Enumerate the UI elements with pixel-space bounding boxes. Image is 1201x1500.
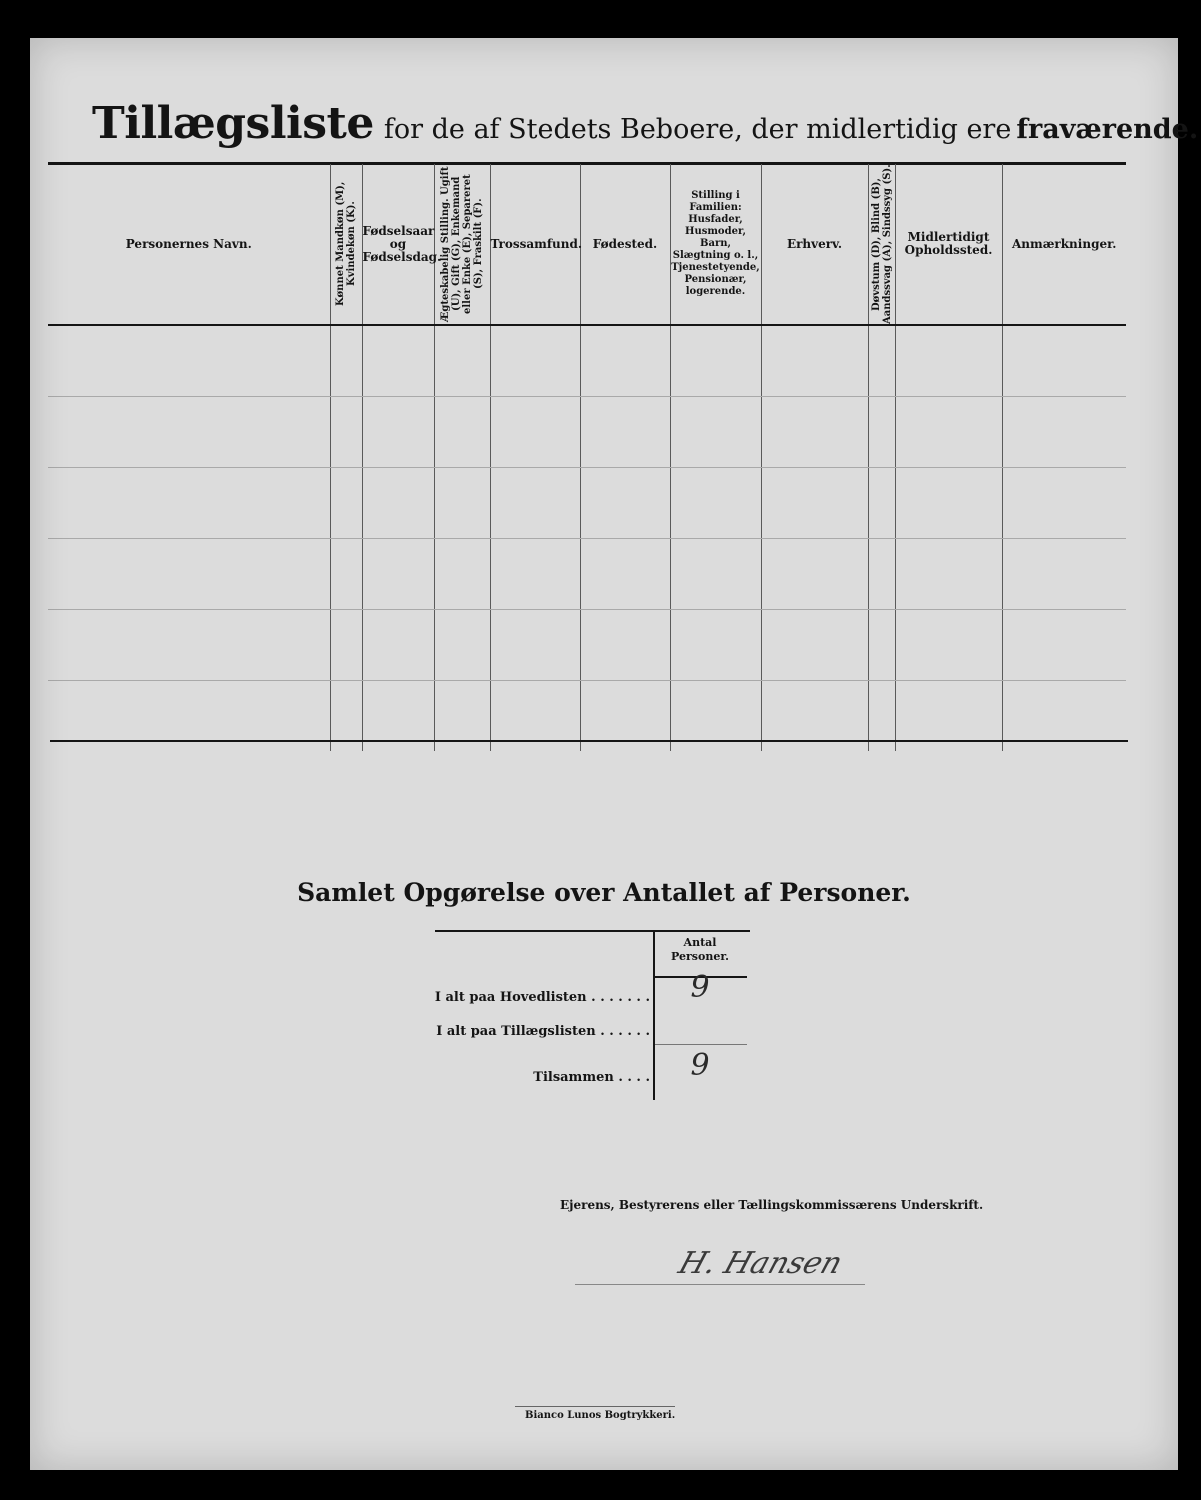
table-cell bbox=[434, 325, 490, 397]
table-cell bbox=[490, 468, 580, 539]
table-cell bbox=[580, 325, 670, 397]
table-cell bbox=[580, 468, 670, 539]
table-cell bbox=[580, 610, 670, 681]
table-header-row bbox=[48, 164, 1126, 325]
table-cell bbox=[48, 610, 330, 681]
table-cell bbox=[868, 325, 895, 397]
table-cell bbox=[670, 325, 761, 397]
table-cell bbox=[330, 539, 362, 610]
table-cell bbox=[761, 610, 868, 681]
census-sheet bbox=[30, 38, 1199, 1470]
table-cell bbox=[362, 468, 434, 539]
title-emphasis: fraværende. bbox=[1016, 114, 1199, 145]
signature-line bbox=[575, 1284, 865, 1285]
table-cell bbox=[362, 610, 434, 681]
table-cell bbox=[434, 397, 490, 468]
table-cell bbox=[48, 468, 330, 539]
table-cell bbox=[580, 539, 670, 610]
table-cell bbox=[895, 610, 1002, 681]
col-header-birth: Fødselsaar og Fødselsdag. bbox=[362, 164, 434, 325]
absentee-table bbox=[48, 164, 1126, 751]
col-header-temporary-residence: Midlertidigt Opholdssted. bbox=[895, 164, 1002, 325]
table-cell bbox=[1002, 610, 1126, 681]
table-cell bbox=[1002, 539, 1126, 610]
table-cell bbox=[490, 539, 580, 610]
summary-value-main-list: 9 bbox=[690, 970, 710, 1005]
table-cell bbox=[1002, 325, 1126, 397]
col-header-sex: Kønnet Mandkøn (M), Kvindekøn (K). bbox=[330, 164, 362, 325]
table-cell bbox=[434, 610, 490, 681]
table-row bbox=[48, 468, 1126, 539]
table-cell bbox=[48, 325, 330, 397]
col-header-family-position: Stilling i Familien: Husfader, Husmoder, Barn, Slægtning o. l., Tjenestetyende, Pensionær, logerende. bbox=[670, 164, 761, 325]
table-cell bbox=[1002, 397, 1126, 468]
table-cell bbox=[868, 397, 895, 468]
table-cell bbox=[670, 539, 761, 610]
summary-row-supplement-list: I alt paa Tillægslisten . . . . . . bbox=[436, 1024, 650, 1039]
table-bottom-rule bbox=[50, 740, 1128, 742]
summary-title: Samlet Opgørelse over Antallet af Personer. bbox=[297, 878, 911, 907]
table-cell bbox=[761, 397, 868, 468]
table-cell bbox=[362, 397, 434, 468]
table-cell bbox=[895, 468, 1002, 539]
table-cell bbox=[330, 468, 362, 539]
printer-imprint: Bianco Lunos Bogtrykkeri. bbox=[525, 1410, 676, 1421]
col-header-birthplace: Fødested. bbox=[580, 164, 670, 325]
table-cell bbox=[868, 610, 895, 681]
table-cell bbox=[362, 325, 434, 397]
table-cell bbox=[434, 468, 490, 539]
summary-subtotal-rule bbox=[655, 1044, 747, 1045]
table-cell bbox=[330, 397, 362, 468]
col-header-religion: Trossamfund. bbox=[490, 164, 580, 325]
printer-line bbox=[515, 1406, 675, 1407]
table-cell bbox=[895, 539, 1002, 610]
table-cell bbox=[580, 397, 670, 468]
table-cell bbox=[895, 325, 1002, 397]
title-main: Tillægsliste bbox=[92, 98, 374, 149]
table-cell bbox=[434, 539, 490, 610]
handwritten-signature: H. Hansen bbox=[674, 1246, 847, 1281]
table-cell bbox=[48, 539, 330, 610]
col-header-remarks: Anmærkninger. bbox=[1002, 164, 1126, 325]
table-cell bbox=[868, 539, 895, 610]
table-cell bbox=[761, 325, 868, 397]
table-cell bbox=[362, 539, 434, 610]
table-cell bbox=[490, 610, 580, 681]
summary-top-rule bbox=[435, 930, 750, 932]
col-header-name: Personernes Navn. bbox=[48, 164, 330, 325]
table-cell bbox=[868, 468, 895, 539]
table-cell bbox=[761, 468, 868, 539]
table-cell bbox=[330, 325, 362, 397]
table-cell bbox=[670, 468, 761, 539]
table-cell bbox=[490, 397, 580, 468]
signature-caption: Ejerens, Bestyrerens eller Tællingskommissærens Underskrift. bbox=[560, 1198, 984, 1212]
table-cell bbox=[48, 397, 330, 468]
table-cell bbox=[490, 325, 580, 397]
table-cell bbox=[1002, 468, 1126, 539]
table-row bbox=[48, 397, 1126, 468]
summary-column-header: Antal Personer. bbox=[671, 936, 729, 963]
form-title bbox=[92, 98, 1198, 149]
summary-row-main-list: I alt paa Hovedlisten . . . . . . . bbox=[434, 990, 650, 1005]
table-cell bbox=[761, 539, 868, 610]
table-cell bbox=[670, 610, 761, 681]
title-subtitle: for de af Stedets Beboere, der midlertidig ere bbox=[383, 114, 1012, 145]
table-cell bbox=[330, 610, 362, 681]
summary-table bbox=[410, 926, 750, 1101]
table-row bbox=[48, 610, 1126, 681]
summary-row-total: Tilsammen . . . . bbox=[533, 1070, 650, 1085]
col-header-disability: Døvstum (D), Blind (B), Aandssvag (A), Sindssyg (S). bbox=[868, 164, 895, 325]
col-header-marital: Ægteskabelig Stilling. Ugift (U), Gift (G), Enkemand eller Enke (E), Separeret (S), Fraskilt (F). bbox=[434, 164, 490, 325]
table-row bbox=[48, 539, 1126, 610]
table-row bbox=[48, 325, 1126, 397]
summary-value-total: 9 bbox=[690, 1048, 710, 1083]
table-cell bbox=[895, 397, 1002, 468]
col-header-occupation: Erhverv. bbox=[761, 164, 868, 325]
table-cell bbox=[670, 397, 761, 468]
